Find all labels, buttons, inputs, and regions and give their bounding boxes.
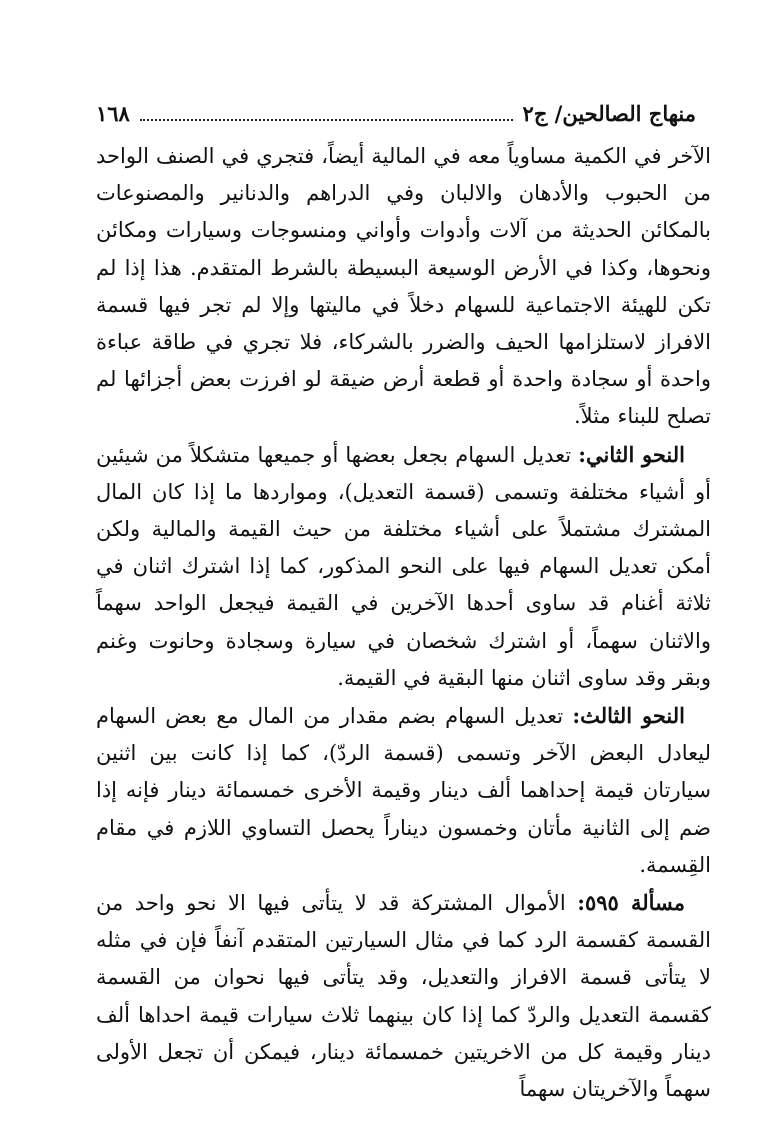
paragraph-second-method — [96, 436, 711, 697]
page-header — [96, 96, 696, 130]
paragraph-heading: النحو الثاني: — [578, 441, 685, 467]
paragraph-text: تعديل السهام بجعل بعضها أو جميعها متشكلاً من شيئين أو أشياء مختلفة وتسمى (قسمة التعديل)، ومواردها ما إذا كان المال المشترك مشتملاً على أشياء مختلفة من حيث القيمة والمالية ولكن أمكن تعديل السهام فيها على النحو المذكور، كما إذا اشترك اثنان في ثلاثة أغنام قد ساوى أحدها الآخرين في القيمة فيجعل الواحد سهماً والاثنان سهماً، أو اشترك شخصان في سيارة وسجادة وحانوت وغنم وبقر وقد ساوى اثنان منها البقية في القيمة. — [96, 442, 711, 690]
header-dot-leader — [140, 105, 513, 121]
paragraph-text: تعديل السهام بضم مقدار من المال مع بعض السهام ليعادل البعض الآخر وتسمى (قسمة الردّ)، كما إذا كانت بين اثنين سيارتان قيمة إحداهما ألف دينار وقيمة الأخرى خمسمائة دينار فإنه إذا ضم إلى الثانية مأتان وخمسون ديناراً يحصل التساوي اللازم في مقام القِسمة. — [96, 704, 711, 877]
paragraph-continuation — [96, 138, 711, 436]
paragraph-text: الآخر في الكمية مساوياً معه في المالية أيضاً، فتجري في الصنف الواحد من الحبوب والأدهان والالبان وفي الدراهم والدنانير والمصنوعات بالمكائن الحديثة من آلات وأدوات وأواني ومنسوجات وسيارات ومكائن ونحوها، وكذا في الأرض الوسيعة البسيطة بالشرط المتقدم. هذا إذا لم تكن للهيئة الاجتماعية للسهام دخلاً في ماليتها وإلا لم تجر فيها قسمة الافراز لاستلزامها الحيف والضرر بالشركاء، فلا تجري في طاقة عباءة واحدة أو سجادة واحدة أو قطعة أرض ضيقة لو افرزت بعض أجزائها لم تصلح للبناء مثلاً. — [96, 144, 711, 429]
body-text — [96, 138, 711, 1108]
paragraph-heading: النحو الثالث: — [572, 703, 685, 729]
paragraph-third-method — [96, 697, 711, 884]
book-title: منهاج الصالحين/ ج٢ — [522, 100, 696, 126]
paragraph-issue-595 — [96, 884, 711, 1108]
paragraph-text: الأموال المشتركة قد لا يتأتى فيها الا نحو واحد من القسمة كقسمة الرد كما في مثال السيارتين المتقدم آنفاً فإن في مثله لا يتأتى قسمة الافراز والتعديل، وقد يتأتى فيها نحوان من القسمة كقسمة التعديل والردّ كما إذا كان بينهما ثلاث سيارات قيمة احداها ألف دينار وقيمة كل من الاخريتين خمسمائة دينار، فيمكن أن تجعل الأولى سهماً والآخريتان سهماً — [96, 891, 711, 1102]
page-number: ١٦٨ — [96, 100, 130, 126]
issue-heading: مسألة ٥٩٥: — [577, 890, 685, 916]
